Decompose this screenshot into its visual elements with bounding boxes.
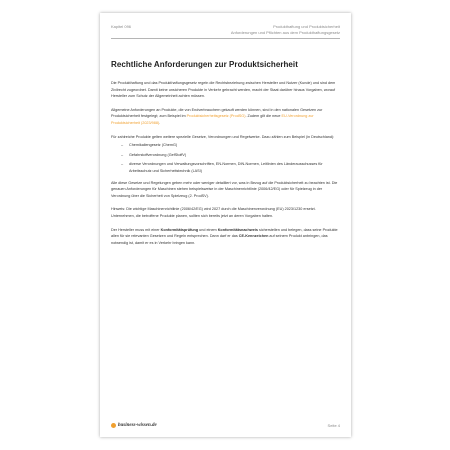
body-text [111,80,340,253]
paragraph-special-laws: Für zahlreiche Produkte gelten weitere spezielle Gesetze, Verordnungen und Regelwerke. Dazu zählen zum Beispiel (in Deutschland): [111,134,335,139]
paragraph-text: . [159,120,161,125]
bold-term: Konformitätsprüfung [160,227,199,232]
paragraph-conformity [111,227,340,247]
eu-regulation-link[interactable]: EU-Verordnung zur Produktsicherheit (2023/988) [111,114,314,125]
bold-term: Konformitätsnachweis [217,227,258,232]
paragraph-text: Der Hersteller muss mit einer [111,227,161,232]
prodsg-link[interactable]: Produktsicherheitsgesetz (ProdSG) [186,114,246,119]
paragraph-intro: Die Produkthaftung und das Produkthaftungsgesetz regeln die Rechtsbeziehung zwischen Hersteller und Nutzer (Kunde) und sind dem Zivilrecht zugeordnet. Damit keine unsicheren Produkte in Verkehr gebracht werden, macht der Staat darüber hinaus Vorgaben, worauf Hersteller zum Schutz der Allgemeinheit achten müssen. [111,81,336,99]
list-item: – Gefahrstoffverordnung (GefStoffV) [121,152,340,159]
paragraph-details: Alle diese Gesetze und Regelungen geben mehr oder weniger detailliert vor, was in Bezug auf die Produktsicherheit zu beachten ist. Die genauen Anforderungen für Maschinen stehen beispielsweise in der Maschinenrichtlinie (2006/42/EG) oder für Spielzeug in der Verordnung über die Sicherheit von Spielzeug (2. ProdSV). [111,180,338,198]
paragraph-text: . Zudem gilt die neue [245,114,282,119]
page-title: Rechtliche Anforderungen zur Produktsicherheit [111,60,298,69]
header-chapter: Kapitel 096 [111,24,132,29]
list-item: – Chemikaliengesetz (ChemG) [121,142,340,149]
paragraph-text: auf seinem Produkt anbringen, das notwendig ist, damit er es in Verkehr bringen kann. [111,234,328,245]
paragraph-text: sicherstellen und belegen, dass seine Produkte allen für sie relevanten Gesetzen und Regeln entsprechen. Dann darf er das [111,227,338,239]
paragraph-note: Hinweis: Die wichtige Maschinenrichtlinie (2006/42/EG) wird 2027 durch die Maschinenverordnung (EU) 2023/1230 ersetzt. Unternehmen, die betroffene Produkte planen, sollten sich bereits jetzt an deren Vorgaben halten. [111,207,316,218]
header-topic [231,24,340,36]
paragraph-general-requirements [111,107,340,127]
page-number: Seite 4 [327,423,340,428]
header-topic-line2: Anforderungen und Pflichten aus dem Produkthaftungsgesetz [230,30,340,35]
paragraph-text: Allgemeine Anforderungen an Produkte, die von Endverbrauchern gekauft werden können, sind in den nationalen Gesetzen zur Produktsicherheit festgelegt; zum Beispiel im [111,107,323,119]
logo-text: business-wissen.de [118,423,157,428]
laws-list [121,142,340,174]
logo-dot-icon [111,423,116,428]
list-item: – diverse Verordnungen und Verwaltungsvorschriften, EN-Normen, DIN-Normen, Leitlinien des Länderausschusses für Arbeitsschutz und Sicherheitstechnik (LASI) [121,161,340,174]
bold-term: CE-Kennzeichen [238,234,269,239]
header-topic-line1: Produkthaftung und Produktsicherheit [273,24,340,29]
header-divider [111,38,340,39]
document-page [100,13,351,437]
paragraph-text: und einem [198,227,218,232]
footer-logo [111,423,157,428]
